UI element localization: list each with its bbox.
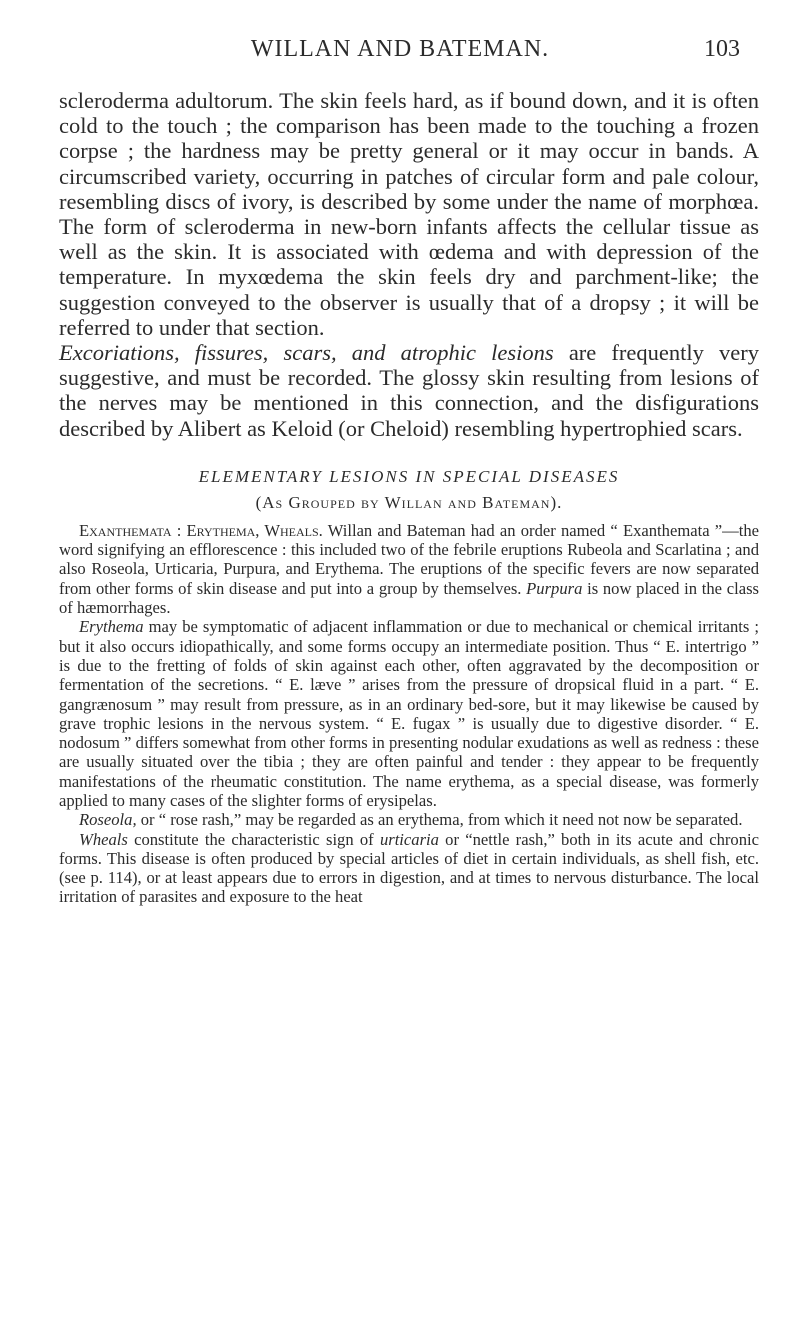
text-exanthemata-a: Willan and Bateman had an order named “ Exanthemata ”—the word signifying an efflorescence : this included two of the febrile eruptions Rubeola and Scarlatina ; and also Roseola, Urticaria, Purpura, and Erythema. The eruptions of the specific fevers are now separated from other forms of skin disease and put into a group by themselves. <box>59 520 759 598</box>
paragraph-erythema <box>59 617 759 810</box>
emphasis-excoriations: Excoriations, fissures, scars, and atrophic lesions <box>59 340 554 366</box>
paragraph-excoriations <box>59 340 759 441</box>
section-title: ELEMENTARY LESIONS IN SPECIAL DISEASES <box>198 466 620 486</box>
intro-section <box>59 88 759 441</box>
emphasis-urticaria: urticaria <box>379 829 439 849</box>
emphasis-erythema: Erythema <box>79 617 144 637</box>
paragraph-wheals <box>59 830 759 907</box>
text-roseola: or “ rose rash,” may be regarded as an erythema, from which it need not now be separated. <box>136 810 743 830</box>
text-erythema: may be symptomatic of adjacent inflammation or due to mechanical or chemical irritants ; but it also occurs idiopathically, and some forms occupy an intermediate position. Thus “ E. intertrigo ” is due to the fretting of folds of skin against each other, often aggravated by the decomposition or fermentation of the secretions. “ E. læve ” arises from the pressure of dropsical fluid in a part. “ E. gangrænosum ” may result from pressure, as in an ordinary bed-sore, but it may likewise be caused by grave trophic lesions in the nervous system. “ E. fugax ” is usually due to digestive disorder. “ E. nodosum ” differs somewhat from other forms in presenting nodular exudations as well as redness : these are usually situated over the tibia ; they are often painful and tender : they appear to be frequently manifestations of the rheumatic constitution. The name erythema, as a special disease, was formerly applied to many cases of the slighter forms of erysipelas. <box>59 617 759 810</box>
text-wheals-b: or “nettle rash,” both in its acute and chronic forms. This disease is often produced by special articles of diet in certain individuals, as shell fish, etc. (see p. 114), or at least appears due to errors in digestion, and at times to nervous disturbance. The local irritation of parasites and exposure to the heat <box>59 829 759 907</box>
emphasis-wheals: Wheals <box>79 829 128 849</box>
text-excoriations: are frequently very suggestive, and must be recorded. The glossy skin resulting from lesions of the nerves may be mentioned in this connection, and the disfigurations described by Alibert as Keloid (or Cheloid) resembling hypertrophied scars. <box>59 340 760 441</box>
page-header <box>0 36 800 70</box>
section-subtitle: (As Grouped by Willan and Bateman). <box>255 492 563 512</box>
paragraph-roseola <box>59 810 759 829</box>
body-text <box>59 88 759 907</box>
text-wheals-a: constitute the characteristic sign of <box>127 829 380 849</box>
paragraph-scleroderma: scleroderma adultorum. The skin feels hard, as if bound down, and it is often cold to the touch ; the comparison has been made to the touching a frozen corpse ; the hardness may be pretty general or it may occur in bands. A circumscribed variety, occurring in patches of circular form and pale colour, resembling discs of ivory, is described by some under the name of morphœa. The form of scleroderma in new-born infants affects the cellular tissue as well as the skin. It is associated with œdema and with depression of the temperature. In myxœdema the skin feels dry and parchment-like; the suggestion conveyed to the observer is usually that of a dropsy ; it will be referred to under that section. <box>59 88 759 340</box>
heading-exanthemata: Exanthemata : Erythema, Wheals. <box>79 520 323 540</box>
emphasis-purpura: Purpura <box>526 578 583 598</box>
paragraph-exanthemata <box>59 521 759 617</box>
running-head: WILLAN AND BATEMAN. <box>250 36 550 62</box>
text-exanthemata-b: is now placed in the class of hæmorrhages. <box>59 578 759 618</box>
page-number: 103 <box>704 36 740 62</box>
emphasis-roseola: Roseola, <box>79 810 137 830</box>
small-print-section <box>59 521 759 907</box>
